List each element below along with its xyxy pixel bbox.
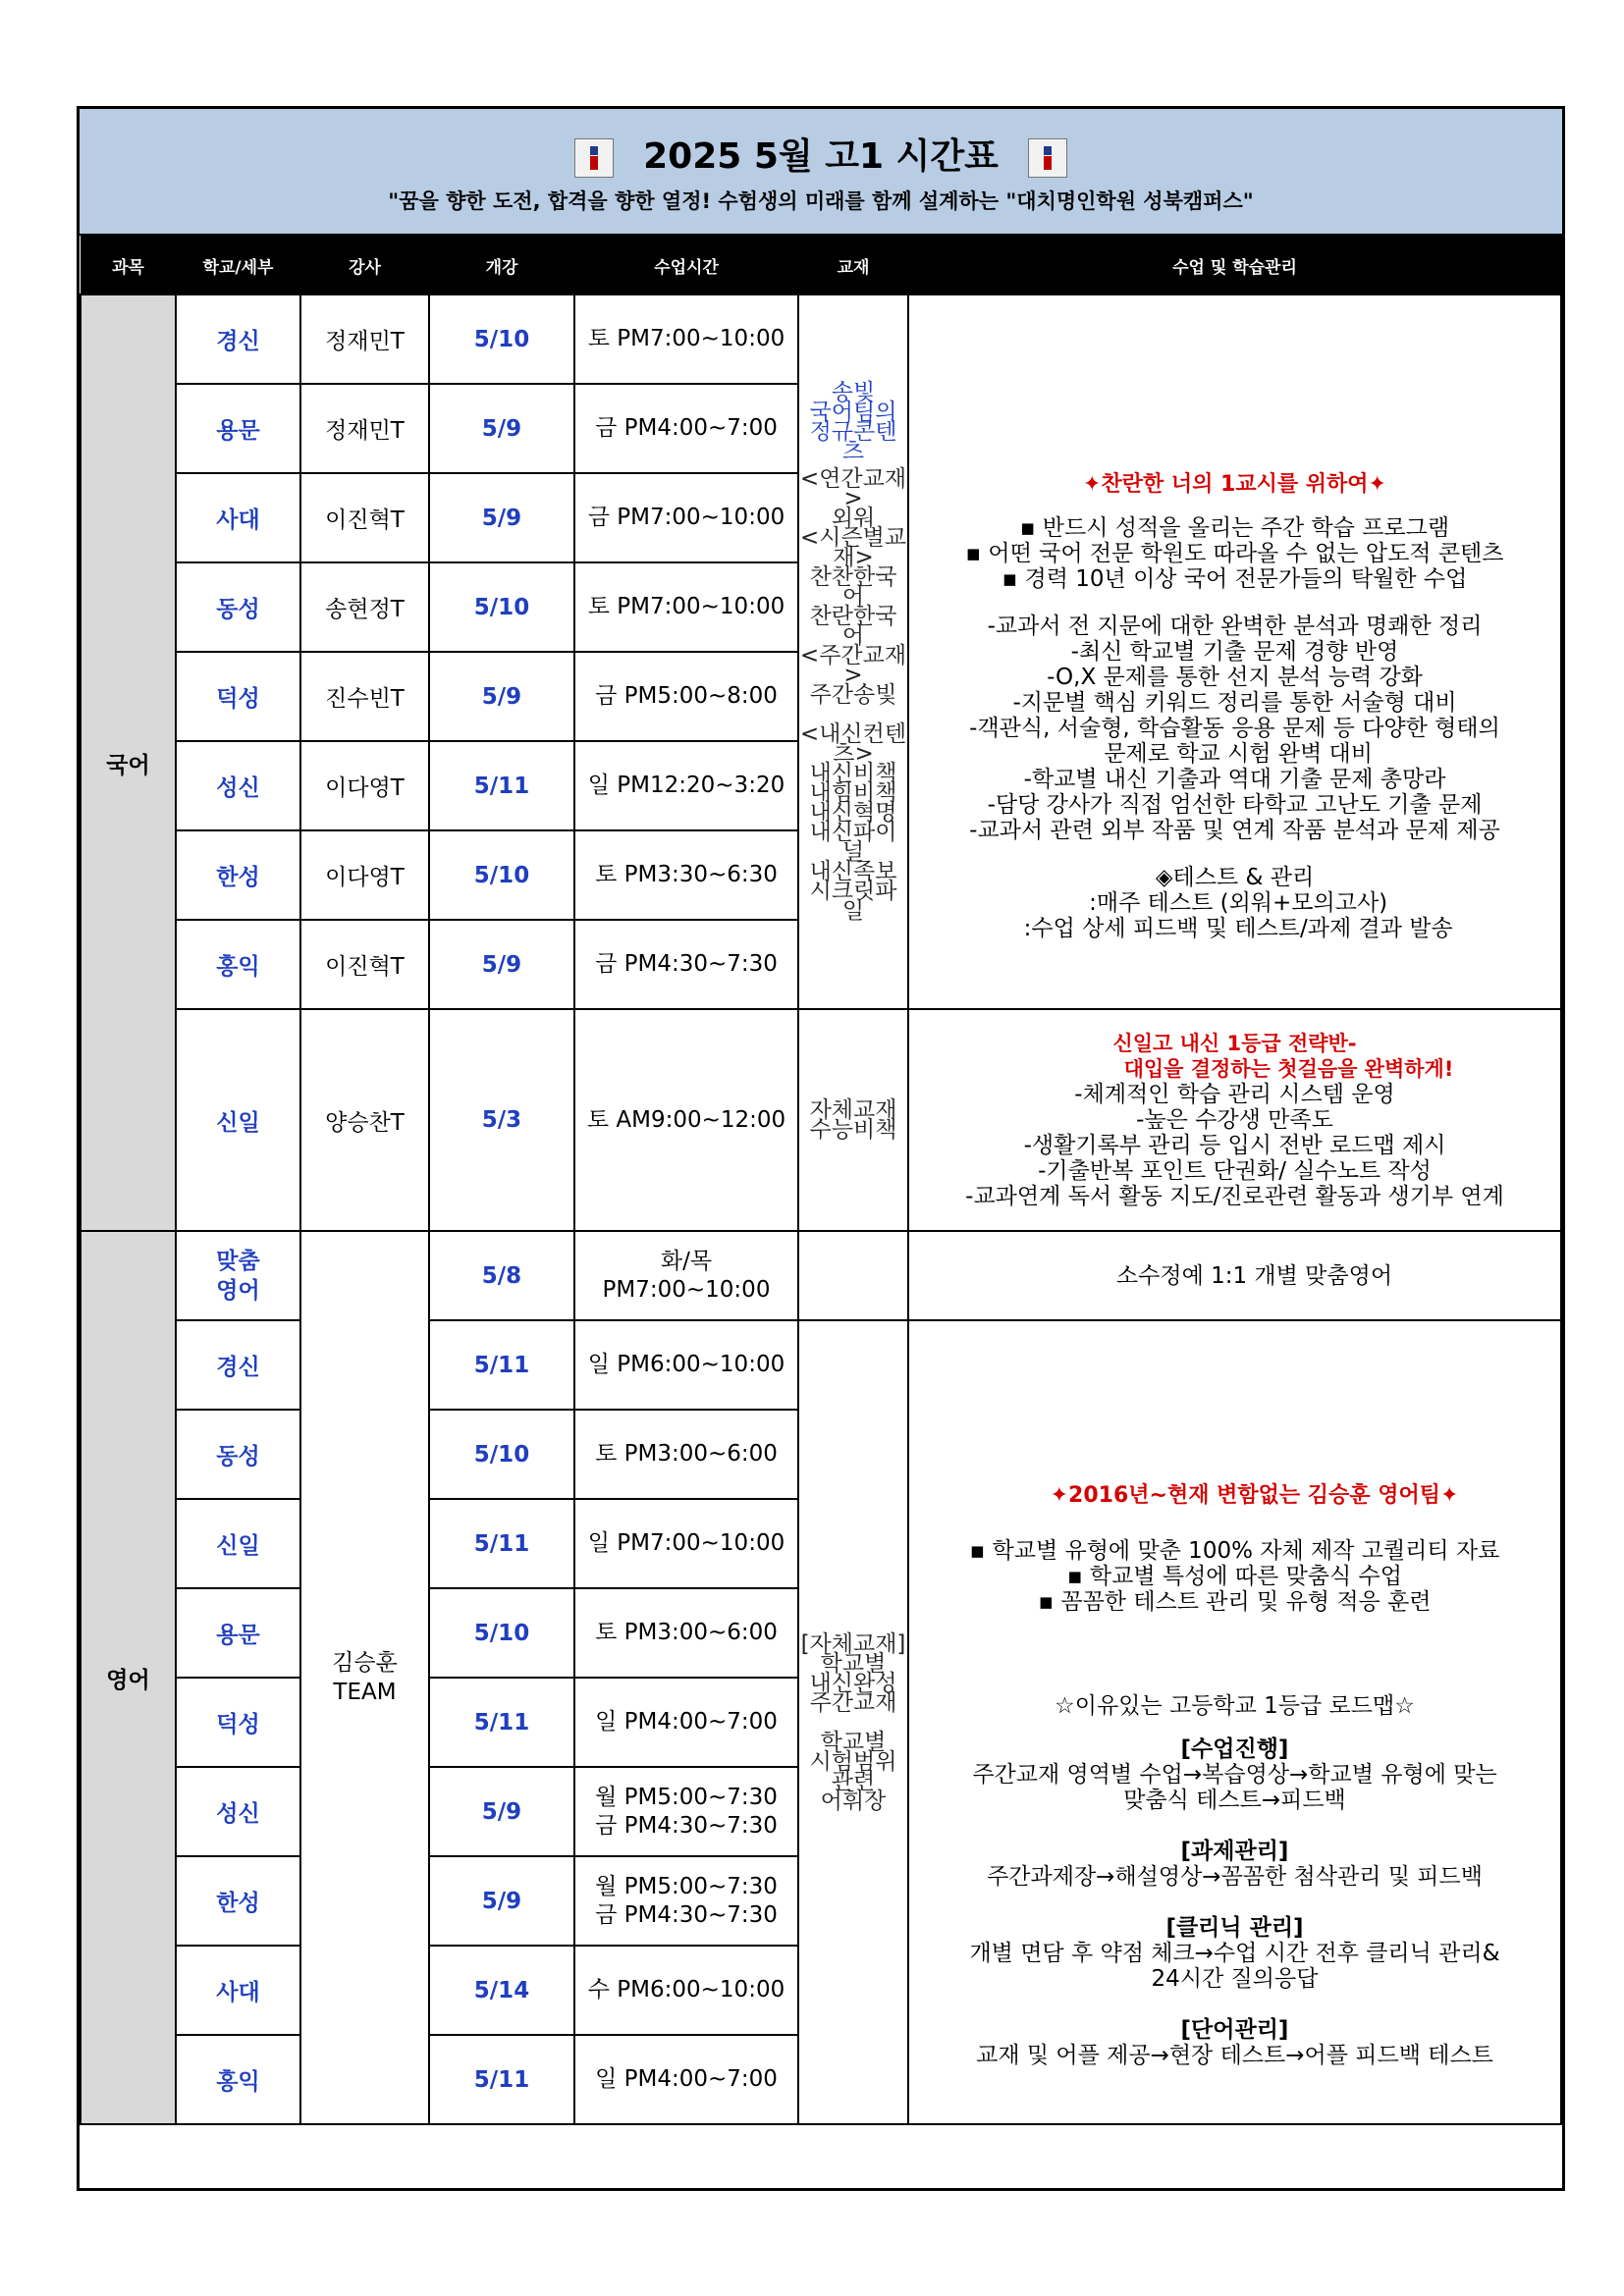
col-teacher: 강사 (300, 237, 429, 295)
teacher-cell: 이다영T (300, 741, 429, 830)
teacher-cell: 이진혁T (300, 473, 429, 562)
school-cell: 동성 (176, 1410, 300, 1499)
sinil-item: -체계적인 학습 관리 시스템 운영 (1074, 1082, 1395, 1107)
empty-textbook-cell (798, 1231, 908, 1320)
time-cell: 토 PM3:30~6:30 (574, 830, 798, 920)
english-section-body: 교재 및 어플 제공→현장 테스트→어플 피드백 테스트 (976, 2042, 1493, 2068)
date-cell: 5/9 (429, 473, 574, 562)
timetable-sheet (77, 106, 1565, 2191)
date-cell: 5/9 (429, 652, 574, 741)
korean-item: -담당 강사가 직접 엄선한 타학교 고난도 기출 문제 (987, 792, 1483, 818)
korean-item: -객관식, 서술형, 학습활동 응용 문제 등 다양한 형태의 문제로 학교 시험 완벽 대비 (969, 716, 1500, 767)
time-cell: 금 PM4:00~7:00 (574, 384, 798, 473)
teacher-cell: 양승찬T (300, 1009, 429, 1231)
schedule-table (80, 236, 1562, 2125)
school-cell: 사대 (176, 473, 300, 562)
school-cell: 덕성 (176, 1678, 300, 1767)
korean-textbook-cell (798, 294, 908, 1009)
date-cell: 5/11 (429, 1678, 574, 1767)
subject-english: 영어 (81, 1231, 176, 2124)
school-cell: 신일 (176, 1009, 300, 1231)
english-section-title: [단어관리] (1180, 2016, 1289, 2043)
col-management: 수업 및 학습관리 (908, 237, 1561, 295)
school-cell: 사대 (176, 1946, 300, 2035)
english-section-title: [수업진행] (1180, 1735, 1289, 1762)
date-cell: 5/11 (429, 2035, 574, 2124)
teacher-cell: 이진혁T (300, 920, 429, 1009)
korean-item: -교과서 관련 외부 작품 및 연계 작품 분석과 문제 제공 (969, 818, 1500, 843)
english-section-title: [과제관리] (1180, 1838, 1289, 1864)
teacher-cell: 정재민T (300, 384, 429, 473)
date-cell: 5/8 (429, 1231, 574, 1320)
school-cell: 홍익 (176, 2035, 300, 2124)
time-cell: 토 AM9:00~12:00 (574, 1009, 798, 1231)
date-cell: 5/10 (429, 294, 574, 384)
date-cell: 5/10 (429, 830, 574, 920)
table-row (81, 1009, 1561, 1231)
time-cell: 월 PM5:00~7:30 금 PM4:30~7:30 (574, 1767, 798, 1856)
col-subject: 과목 (81, 237, 176, 295)
sinil-item: -교과연계 독서 활동 지도/진로관련 활동과 생기부 연계 (965, 1184, 1504, 1209)
english-management-cell (908, 1320, 1561, 2124)
korean-bullet: ▪ 경력 10년 이상 국어 전문가들의 탁월한 수업 (1001, 566, 1468, 592)
english-mgmt-heading: ✦2016년~현재 변함없는 김승훈 영어팀✦ (1050, 1482, 1459, 1508)
header (80, 109, 1562, 236)
teacher-cell: 송현정T (300, 562, 429, 652)
time-cell: 일 PM12:20~3:20 (574, 741, 798, 830)
date-cell: 5/14 (429, 1946, 574, 2035)
korean-bullet: ▪ 반드시 성적을 올리는 주간 학습 프로그램 (1019, 515, 1450, 541)
col-start-date: 개강 (429, 237, 574, 295)
teacher-cell: 이다영T (300, 830, 429, 920)
time-cell: 수 PM6:00~10:00 (574, 1946, 798, 2035)
col-textbook: 교재 (798, 237, 908, 295)
korean-mgmt-heading: ✦찬란한 너의 1교시를 위하여✦ (1083, 472, 1386, 497)
date-cell: 5/9 (429, 1767, 574, 1856)
time-cell: 일 PM4:00~7:00 (574, 1678, 798, 1767)
col-class-time: 수업시간 (574, 237, 798, 295)
school-cell: 용문 (176, 384, 300, 473)
academy-logo-icon (574, 138, 614, 178)
school-cell: 덕성 (176, 652, 300, 741)
sinil-management-cell (908, 1009, 1561, 1231)
school-cell: 용문 (176, 1588, 300, 1678)
academy-logo-icon (1028, 138, 1067, 178)
date-cell: 5/9 (429, 384, 574, 473)
school-cell: 한성 (176, 1856, 300, 1946)
korean-item: -O,X 문제를 통한 선지 분석 능력 강화 (1047, 665, 1423, 690)
date-cell: 5/11 (429, 1499, 574, 1588)
sinil-subheading: 대입을 결정하는 첫걸음을 완벽하게! (1123, 1057, 1454, 1081)
time-cell: 토 PM3:00~6:00 (574, 1588, 798, 1678)
date-cell: 5/10 (429, 562, 574, 652)
date-cell: 5/9 (429, 920, 574, 1009)
col-school: 학교/세부 (176, 237, 300, 295)
english-section-body: 주간과제장→해설영상→꼼꼼한 첨삭관리 및 피드백 (987, 1863, 1483, 1890)
korean-textbook-brand: 송빛 국어팀의 정규콘텐츠 (809, 380, 897, 464)
english-bullet: ▪ 학교별 특성에 따른 맞춤식 수업 (1067, 1563, 1402, 1589)
sinil-textbook-cell: 자체교재 수능비책 (798, 1009, 908, 1231)
table-row (81, 294, 1561, 384)
teacher-cell: 진수빈T (300, 652, 429, 741)
time-cell: 금 PM4:30~7:30 (574, 920, 798, 1009)
school-cell: 성신 (176, 1767, 300, 1856)
time-cell: 토 PM7:00~10:00 (574, 562, 798, 652)
korean-item: -교과서 전 지문에 대한 완벽한 분석과 명쾌한 정리 (987, 614, 1483, 639)
date-cell: 5/11 (429, 1320, 574, 1410)
date-cell: 5/3 (429, 1009, 574, 1231)
english-bullet: ▪ 꼼꼼한 테스트 관리 및 유형 적응 훈련 (1038, 1588, 1432, 1615)
korean-test-item: :수업 상세 피드백 및 테스트/과제 결과 발송 (1016, 916, 1453, 941)
school-cell: 한성 (176, 830, 300, 920)
english-roadmap: ☆이유있는 고등학교 1등급 로드맵☆ (1055, 1692, 1415, 1719)
time-cell: 화/목 PM7:00~10:00 (574, 1231, 798, 1320)
sinil-item: -생활기록부 관리 등 입시 전반 로드맵 제시 (1023, 1133, 1446, 1158)
time-cell: 금 PM7:00~10:00 (574, 473, 798, 562)
time-cell: 월 PM5:00~7:30 금 PM4:30~7:30 (574, 1856, 798, 1946)
korean-item: -최신 학교별 기출 문제 경향 반영 (1070, 639, 1399, 665)
korean-item: -지문별 핵심 키워드 정리를 통한 서술형 대비 (1012, 690, 1457, 716)
time-cell: 일 PM7:00~10:00 (574, 1499, 798, 1588)
korean-test-item: :매주 테스트 (외워+모의고사) (1081, 890, 1388, 916)
korean-textbook-list: <연간교재> 외워 <시즌별교 재> 찬찬한국어 찬란한국어 <주간교재> 주간송빛 <내신컨텐 츠> 내신비책 내힘비책 내신혁명 내신파이널 내신족보 시크릿파일 (799, 466, 907, 924)
english-section-body: 주간교재 영역별 수업→복습영상→학교별 유형에 맞는 맞춤식 테스트→피드백 (972, 1761, 1497, 1813)
date-cell: 5/11 (429, 741, 574, 830)
time-cell: 금 PM5:00~8:00 (574, 652, 798, 741)
school-cell: 맞춤 영어 (176, 1231, 300, 1320)
school-cell: 경신 (176, 1320, 300, 1410)
english-section-title: [클리닉 관리] (1165, 1914, 1304, 1941)
date-cell: 5/10 (429, 1410, 574, 1499)
table-header-row (81, 237, 1561, 295)
time-cell: 토 PM7:00~10:00 (574, 294, 798, 384)
time-cell: 토 PM3:00~6:00 (574, 1410, 798, 1499)
page-title: 2025 5월 고1 시간표 (643, 136, 999, 177)
page-subtitle: "꿈을 향한 도전, 합격을 향한 열정! 수험생의 미래를 함께 설계하는 "대치명인학원 성북캠퍼스" (388, 189, 1254, 213)
time-cell: 일 PM6:00~10:00 (574, 1320, 798, 1410)
korean-management-cell (908, 294, 1561, 1009)
subject-korean: 국어 (81, 294, 176, 1231)
english-bullet: ▪ 학교별 유형에 맞춘 100% 자체 제작 고퀄리티 자료 (969, 1537, 1500, 1564)
school-cell: 성신 (176, 741, 300, 830)
teacher-cell: 정재민T (300, 294, 429, 384)
school-cell: 경신 (176, 294, 300, 384)
date-cell: 5/9 (429, 1856, 574, 1946)
korean-test-heading: ◈테스트 & 관리 (1155, 865, 1315, 890)
korean-bullet: ▪ 어떤 국어 전문 학원도 따라올 수 없는 압도적 콘텐츠 (965, 541, 1504, 566)
school-cell: 동성 (176, 562, 300, 652)
english-section-body: 개별 면담 후 약점 체크→수업 시간 전후 클리닉 관리& 24시간 질의응답 (969, 1940, 1500, 1992)
english-teacher-cell: 김승훈 TEAM (300, 1231, 429, 2124)
sinil-item: -높은 수강생 만족도 (1136, 1107, 1333, 1133)
sinil-item: -기출반복 포인트 단권화/ 실수노트 작성 (1038, 1158, 1432, 1184)
table-row (81, 1231, 1561, 1320)
date-cell: 5/10 (429, 1588, 574, 1678)
school-cell: 홍익 (176, 920, 300, 1009)
title-row (80, 129, 1562, 179)
english-textbook-cell: [자체교재] 학교별 내신완성 주간교재 학교별 시험범위 관련 어휘장 (798, 1320, 908, 2124)
time-cell: 일 PM4:00~7:00 (574, 2035, 798, 2124)
korean-item: -학교별 내신 기출과 역대 기출 문제 총망라 (1023, 767, 1446, 792)
school-cell: 신일 (176, 1499, 300, 1588)
sinil-heading: 신일고 내신 1등급 전략반- (1112, 1032, 1357, 1055)
custom-english-mgmt: 소수정예 1:1 개별 맞춤영어 (908, 1231, 1561, 1320)
